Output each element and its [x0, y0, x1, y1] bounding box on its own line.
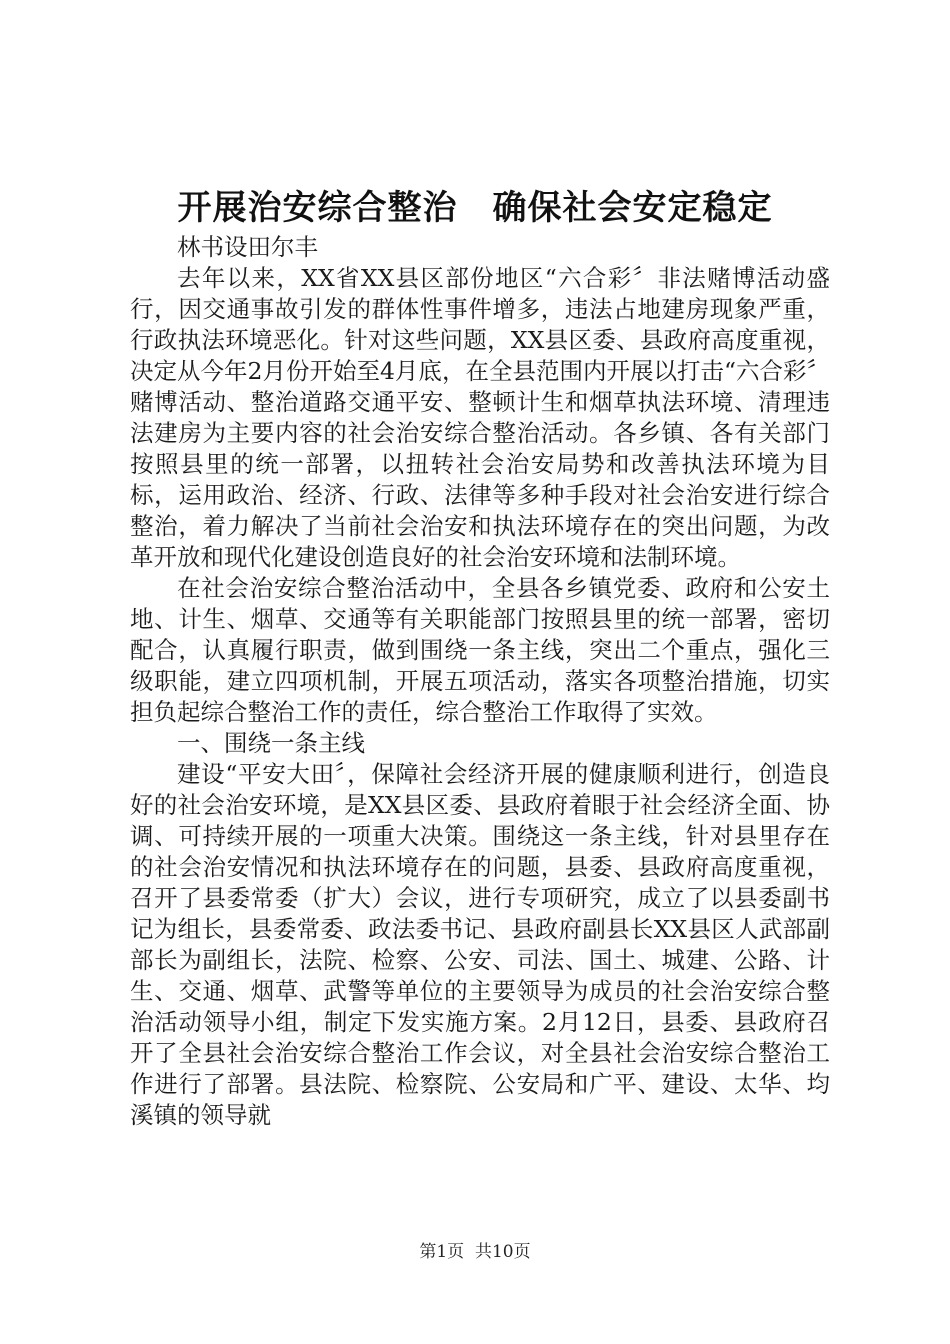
- document-body: [130, 232, 830, 1131]
- paragraph: 建设“平安大田〞，保障社会经济开展的健康顺利进行，创造良好的社会治安环境，是XX县区委、县政府着眼于社会经济全面、协调、可持续开展的一项重大决策。围绕这一条主线，针对县里存在的社会治安情况和执法环境存在的问题，县委、县政府高度重视，召开了县委常委（扩大）会议，进行专项研究，成立了以县委副书记为组长，县委常委、政法委书记、县政府副县长XX县区人武部副部长为副组长，法院、检察、公安、司法、国土、城建、公路、计生、交通、烟草、武警等单位的主要领导为成员的社会治安综合整治活动领导小组，制定下发实施方案。2月12日，县委、县政府召开了全县社会治安综合整治工作会议，对全县社会治安综合整治工作进行了部署。县法院、检察院、公安局和广平、建设、太华、均溪镇的领导就: [130, 760, 830, 1129]
- paragraph: 去年以来，XX省XX县区部份地区“六合彩〞非法赌博活动盛行，因交通事故引发的群体性事件增多，违法占地建房现象严重，行政执法环境恶化。针对这些问题，XX县区委、县政府高度重视，决定从今年2月份开始至4月底，在全县范围内开展以打击“六合彩〞赌博活动、整治道路交通平安、整顿计生和烟草执法环境、清理违法建房为主要内容的社会治安综合整治活动。各乡镇、各有关部门按照县里的统一部署，以扭转社会治安局势和改善执法环境为目标，运用政治、经济、行政、法律等多种手段对社会治安进行综合整治，着力解决了当前社会治安和执法环境存在的突出问题，为改革开放和现代化建设创造良好的社会治安环境和法制环境。: [130, 264, 830, 571]
- page-footer: [0, 1240, 950, 1264]
- author-line: 林书设田尔丰: [177, 233, 318, 261]
- section-heading: 一、围绕一条主线: [177, 729, 365, 757]
- page-number: 第1页 共10页: [419, 1242, 531, 1262]
- document-title: 开展治安综合整治 确保社会安定稳定: [177, 188, 773, 228]
- paragraph: 在社会治安综合整治活动中，全县各乡镇党委、政府和公安土地、计生、烟草、交通等有关职能部门按照县里的统一部署，密切配合，认真履行职责，做到围绕一条主线，突出二个重点，强化三级职能，建立四项机制，开展五项活动，落实各项整治措施，切实担负起综合整治工作的责任，综合整治工作取得了实效。: [130, 574, 830, 726]
